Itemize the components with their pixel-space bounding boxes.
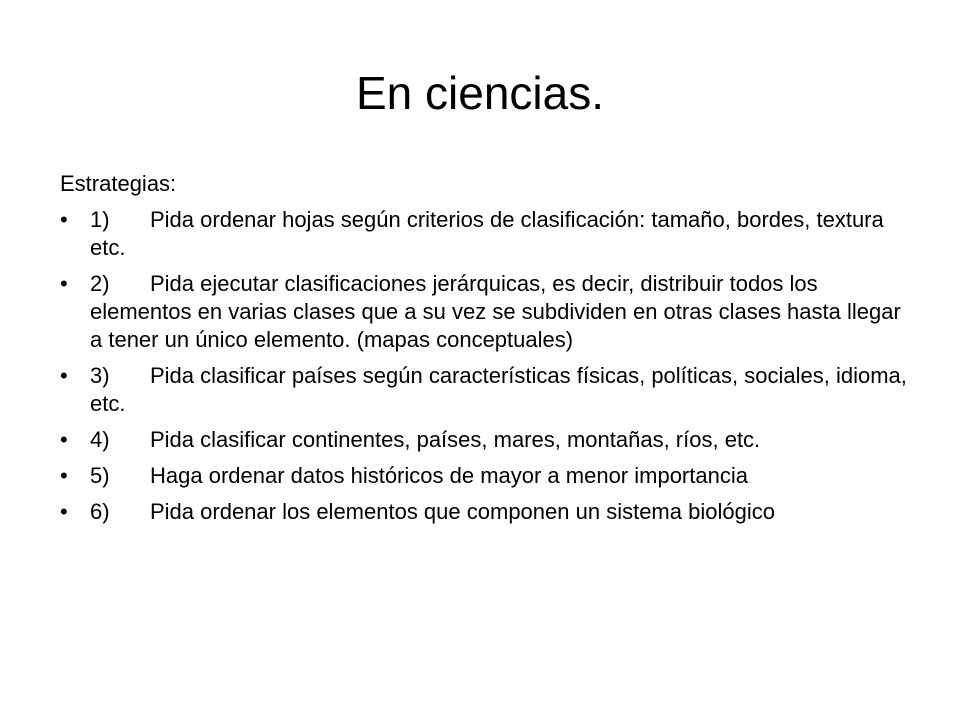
item-text: Pida clasificar países según características físicas, políticas, sociales, idioma, etc.: [90, 363, 907, 416]
bullet-icon: •: [60, 271, 68, 296]
item-number: 5): [90, 463, 110, 488]
bullet-icon: •: [60, 207, 68, 232]
item-text: Pida ordenar hojas según criterios de clasificación: tamaño, bordes, textura etc.: [90, 207, 884, 260]
intro-text: Estrategias:: [60, 171, 177, 196]
item-number: 3): [90, 363, 110, 388]
item-text: Haga ordenar datos históricos de mayor a menor importancia: [150, 463, 748, 488]
list-item: [60, 462, 910, 490]
item-text: Pida clasificar continentes, países, mares, montañas, ríos, etc.: [150, 427, 761, 452]
item-number: 6): [90, 499, 110, 524]
bullet-icon: •: [60, 363, 68, 388]
list-item: [60, 498, 910, 526]
list-item: [60, 426, 910, 454]
list-item: [60, 206, 910, 262]
slide-body: [60, 170, 910, 534]
item-number: 4): [90, 427, 110, 452]
item-number: 1): [90, 207, 110, 232]
list-item: [60, 270, 910, 354]
list-item: [60, 362, 910, 418]
bullet-icon: •: [60, 499, 68, 524]
strategy-list: [60, 206, 910, 526]
bullet-icon: •: [60, 427, 68, 452]
item-text: Pida ordenar los elementos que componen un sistema biológico: [150, 499, 775, 524]
bullet-icon: •: [60, 463, 68, 488]
item-number: 2): [90, 271, 110, 296]
item-text: Pida ejecutar clasificaciones jerárquicas, es decir, distribuir todos los elementos en varias clases que a su vez se subdividen en otras clases hasta llegar a tener un único elemento. (mapas conceptuales): [90, 271, 901, 352]
slide-title: En ciencias.: [355, 67, 604, 119]
